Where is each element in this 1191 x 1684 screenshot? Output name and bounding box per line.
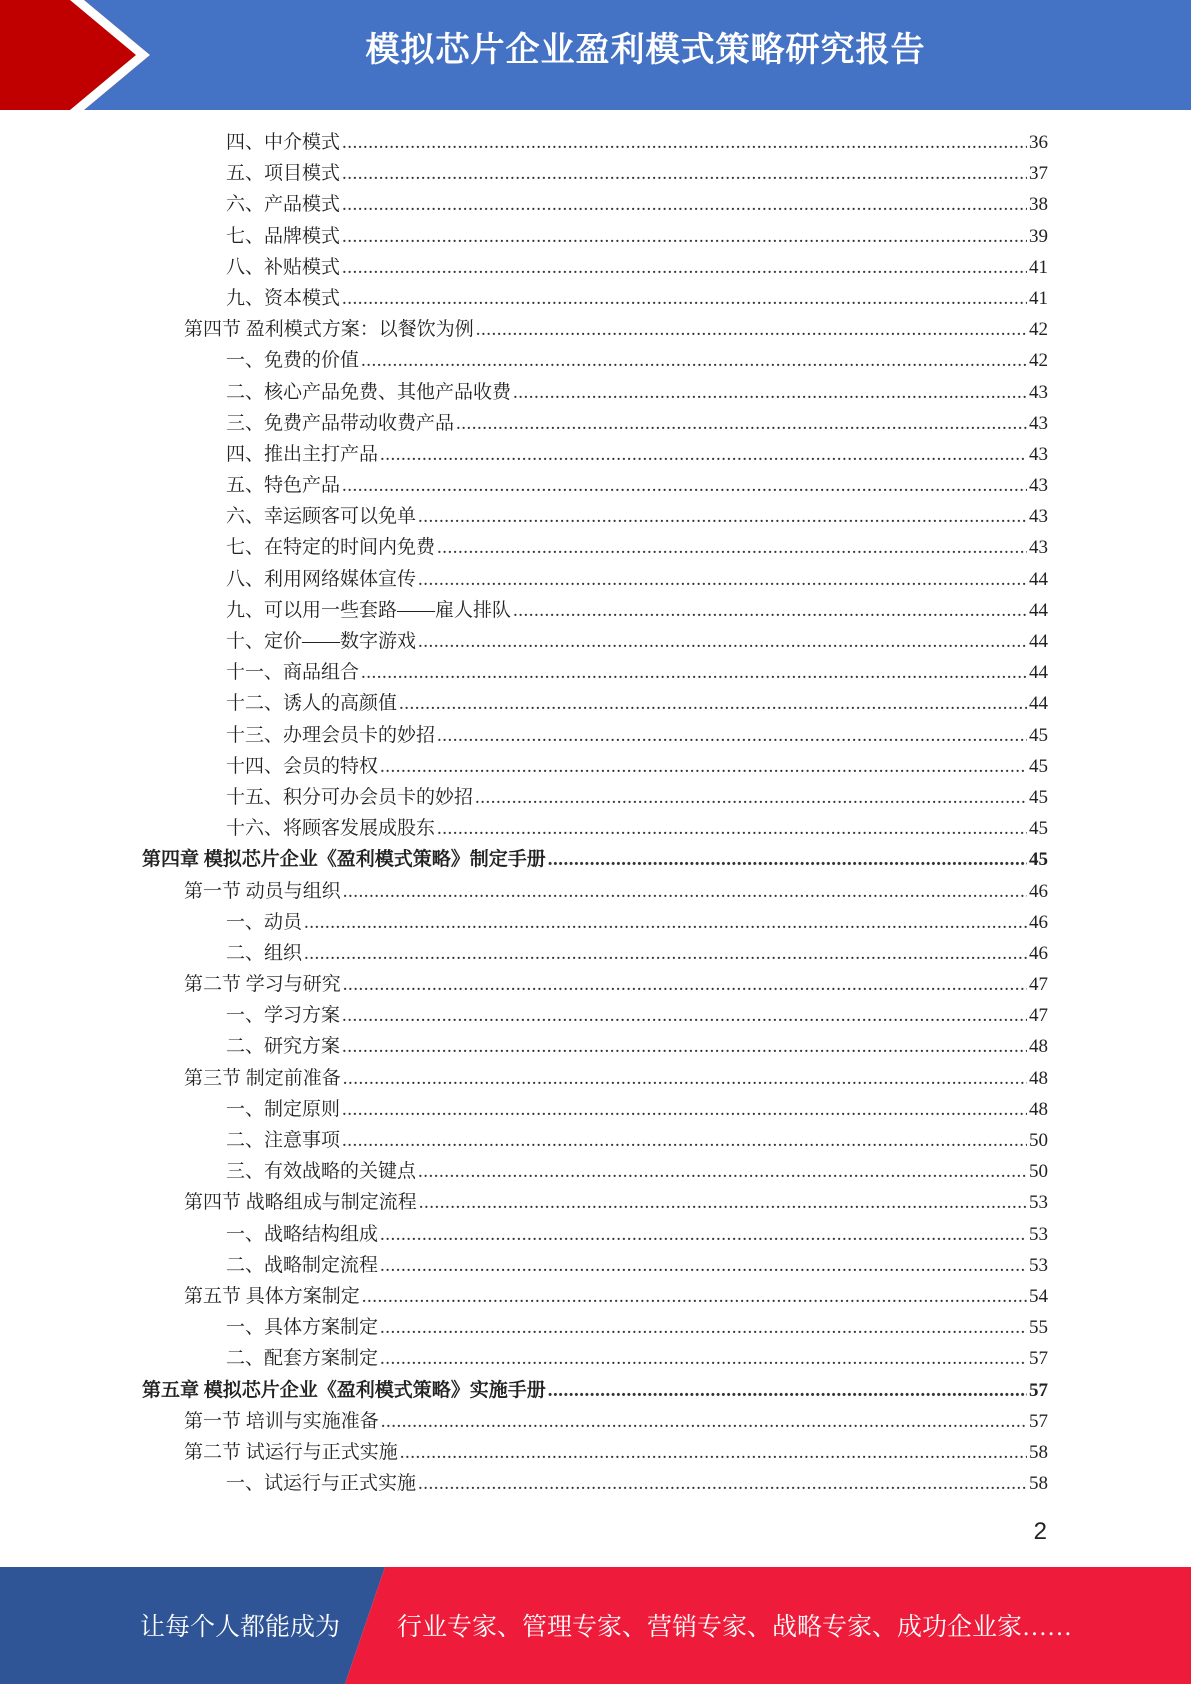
toc-item-entry[interactable] — [0, 782, 1048, 813]
toc-section-entry[interactable] — [0, 1063, 1048, 1094]
toc-entry-title: 十五、积分可办会员卡的妙招 — [226, 786, 474, 808]
page-footer — [0, 1567, 1191, 1684]
toc-item-entry[interactable] — [0, 1312, 1048, 1343]
toc-dot-leader — [418, 1156, 1027, 1187]
toc-item-entry[interactable] — [0, 189, 1048, 220]
toc-item-entry[interactable] — [0, 657, 1048, 688]
toc-dot-leader — [343, 876, 1027, 907]
toc-dot-leader — [380, 1312, 1027, 1343]
toc-page-number: 43 — [1029, 475, 1048, 497]
toc-dot-leader — [342, 283, 1027, 314]
toc-dot-leader — [400, 1437, 1027, 1468]
toc-dot-leader — [380, 751, 1027, 782]
toc-item-entry[interactable] — [0, 1094, 1048, 1125]
table-of-contents — [0, 127, 1191, 1499]
toc-page-number: 41 — [1029, 256, 1048, 278]
toc-page-number: 45 — [1029, 849, 1048, 871]
toc-section-entry[interactable] — [0, 1281, 1048, 1312]
toc-dot-leader — [548, 844, 1027, 875]
toc-page-number: 44 — [1029, 662, 1048, 684]
toc-page-number: 57 — [1029, 1379, 1048, 1401]
toc-dot-leader — [342, 1094, 1027, 1125]
toc-item-entry[interactable] — [0, 1219, 1048, 1250]
toc-chapter-entry[interactable] — [0, 1375, 1048, 1406]
toc-dot-leader — [418, 501, 1027, 532]
toc-entry-title: 十一、商品组合 — [226, 662, 360, 684]
toc-dot-leader — [342, 1125, 1027, 1156]
toc-entry-title: 十、定价——数字游戏 — [226, 631, 417, 652]
toc-item-entry[interactable] — [0, 532, 1048, 563]
toc-page-number: 57 — [1029, 1348, 1048, 1370]
toc-section-entry[interactable] — [0, 1406, 1048, 1437]
toc-entry-title: 九、可以用一些套路——雇人排队 — [226, 599, 512, 621]
toc-item-entry[interactable] — [0, 470, 1048, 501]
toc-page-number: 43 — [1029, 443, 1048, 465]
toc-dot-leader — [437, 813, 1027, 844]
toc-entry-title: 一、免费的价值 — [226, 350, 360, 372]
page-header — [0, 0, 1191, 110]
toc-page-number: 53 — [1029, 1192, 1048, 1214]
toc-item-entry[interactable] — [0, 283, 1048, 314]
toc-entry-title: 二、配套方案制定 — [226, 1348, 379, 1370]
toc-entry-title: 四、推出主打产品 — [226, 443, 379, 465]
toc-dot-leader — [548, 1375, 1027, 1406]
toc-item-entry[interactable] — [0, 345, 1048, 376]
toc-entry-title: 七、品牌模式 — [226, 225, 341, 247]
footer-slogan-left: 让每个人都能成为 — [140, 1614, 341, 1641]
toc-dot-leader — [456, 408, 1027, 439]
toc-entry-title: 五、项目模式 — [226, 163, 341, 185]
toc-dot-leader — [342, 127, 1027, 158]
toc-page-number: 37 — [1029, 163, 1048, 185]
toc-entry-title: 一、学习方案 — [226, 1005, 341, 1027]
toc-dot-leader — [342, 158, 1027, 189]
toc-dot-leader — [418, 1468, 1027, 1499]
toc-item-entry[interactable] — [0, 1000, 1048, 1031]
toc-page-number: 38 — [1029, 194, 1048, 216]
toc-entry-title: 二、战略制定流程 — [226, 1254, 379, 1276]
toc-item-entry[interactable] — [0, 408, 1048, 439]
toc-item-entry[interactable] — [0, 127, 1048, 158]
toc-page-number: 50 — [1029, 1130, 1048, 1151]
toc-page-number: 58 — [1029, 1473, 1048, 1495]
toc-dot-leader — [399, 688, 1027, 719]
toc-dot-leader — [475, 782, 1027, 813]
toc-dot-leader — [304, 938, 1027, 969]
toc-dot-leader — [342, 221, 1027, 252]
toc-page-number: 46 — [1029, 911, 1048, 933]
toc-item-entry[interactable] — [0, 751, 1048, 782]
toc-page-number: 44 — [1029, 599, 1048, 621]
toc-item-entry[interactable] — [0, 377, 1048, 408]
toc-entry-title: 一、试运行与正式实施 — [226, 1473, 417, 1495]
toc-entry-title: 二、研究方案 — [226, 1036, 341, 1058]
toc-entry-title: 第四节 盈利模式方案：以餐饮为例 — [184, 319, 474, 341]
toc-entry-title: 第四章 模拟芯片企业《盈利模式策略》制定手册 — [142, 849, 546, 871]
toc-dot-leader — [419, 1187, 1027, 1218]
toc-item-entry[interactable] — [0, 1468, 1048, 1499]
toc-dot-leader — [343, 1063, 1027, 1094]
toc-page-number: 44 — [1029, 631, 1048, 652]
toc-page-number: 39 — [1029, 225, 1048, 247]
toc-entry-title: 第二节 学习与研究 — [184, 974, 341, 996]
toc-entry-title: 第四节 战略组成与制定流程 — [184, 1192, 417, 1214]
toc-item-entry[interactable] — [0, 1250, 1048, 1281]
toc-entry-title: 第五节 具体方案制定 — [184, 1285, 360, 1307]
toc-entry-title: 一、动员 — [226, 911, 303, 933]
toc-item-entry[interactable] — [0, 501, 1048, 532]
toc-page-number: 47 — [1029, 974, 1048, 996]
toc-dot-leader — [343, 969, 1027, 1000]
toc-page-number: 48 — [1029, 1098, 1048, 1120]
document-title: 模拟芯片企业盈利模式策略研究报告 — [365, 30, 926, 70]
toc-section-entry[interactable] — [0, 969, 1048, 1000]
toc-item-entry[interactable] — [0, 1125, 1048, 1156]
toc-dot-leader — [342, 1000, 1027, 1031]
toc-page-number: 43 — [1029, 537, 1048, 559]
toc-dot-leader — [380, 1250, 1027, 1281]
toc-dot-leader — [342, 189, 1027, 220]
toc-dot-leader — [437, 532, 1027, 563]
toc-dot-leader — [513, 377, 1027, 408]
toc-dot-leader — [380, 1219, 1027, 1250]
toc-item-entry[interactable] — [0, 158, 1048, 189]
toc-page-number: 53 — [1029, 1254, 1048, 1276]
toc-item-entry[interactable] — [0, 1156, 1048, 1187]
toc-entry-title: 六、幸运顾客可以免单 — [226, 506, 417, 528]
toc-section-entry[interactable] — [0, 876, 1048, 907]
toc-page-number: 41 — [1029, 287, 1048, 309]
toc-item-entry[interactable] — [0, 221, 1048, 252]
toc-entry-title: 二、核心产品免费、其他产品收费 — [226, 381, 512, 403]
toc-entry-title: 第一节 培训与实施准备 — [184, 1410, 379, 1432]
toc-dot-leader — [513, 595, 1027, 626]
toc-page-number: 42 — [1029, 319, 1048, 341]
toc-entry-title: 八、利用网络媒体宣传 — [226, 568, 417, 590]
toc-dot-leader — [304, 907, 1027, 938]
toc-item-entry[interactable] — [0, 813, 1048, 844]
toc-dot-leader — [437, 720, 1027, 751]
toc-item-entry[interactable] — [0, 938, 1048, 969]
toc-section-entry[interactable] — [0, 1187, 1048, 1218]
toc-entry-title: 七、在特定的时间内免费 — [226, 537, 436, 559]
toc-entry-title: 十六、将顾客发展成股东 — [226, 818, 436, 840]
toc-page-number: 45 — [1029, 724, 1048, 746]
toc-page-number: 54 — [1029, 1285, 1048, 1307]
toc-page-number: 44 — [1029, 568, 1048, 590]
toc-entry-title: 十三、办理会员卡的妙招 — [226, 724, 436, 746]
toc-page-number: 46 — [1029, 880, 1048, 902]
toc-page-number: 58 — [1029, 1441, 1048, 1463]
toc-section-entry[interactable] — [0, 1437, 1048, 1468]
toc-dot-leader — [381, 1406, 1027, 1437]
toc-entry-title: 第三节 制定前准备 — [184, 1067, 341, 1089]
toc-entry-title: 四、中介模式 — [226, 132, 341, 153]
toc-page-number: 47 — [1029, 1005, 1048, 1027]
toc-entry-title: 二、组织 — [226, 942, 303, 964]
toc-dot-leader — [418, 626, 1027, 657]
toc-item-entry[interactable] — [0, 1031, 1048, 1062]
toc-item-entry[interactable] — [0, 907, 1048, 938]
toc-dot-leader — [361, 657, 1027, 688]
toc-page-number: 43 — [1029, 412, 1048, 434]
toc-item-entry[interactable] — [0, 564, 1048, 595]
toc-dot-leader — [380, 1343, 1027, 1374]
toc-page-number: 36 — [1029, 132, 1048, 153]
page-number: 2 — [1033, 1518, 1047, 1545]
toc-page-number: 48 — [1029, 1067, 1048, 1089]
toc-page-number: 42 — [1029, 350, 1048, 372]
toc-page-number: 46 — [1029, 942, 1048, 964]
toc-dot-leader — [380, 439, 1027, 470]
toc-entry-title: 六、产品模式 — [226, 194, 341, 216]
toc-item-entry[interactable] — [0, 720, 1048, 751]
toc-page-number: 45 — [1029, 786, 1048, 808]
toc-item-entry[interactable] — [0, 626, 1048, 657]
toc-section-entry[interactable] — [0, 314, 1048, 345]
toc-entry-title: 第五章 模拟芯片企业《盈利模式策略》实施手册 — [142, 1379, 546, 1401]
toc-chapter-entry[interactable] — [0, 844, 1048, 875]
toc-dot-leader — [342, 470, 1027, 501]
toc-dot-leader — [342, 252, 1027, 283]
header-arrow-decoration — [0, 0, 160, 110]
toc-page-number: 57 — [1029, 1410, 1048, 1432]
toc-entry-title: 二、注意事项 — [226, 1130, 341, 1151]
toc-dot-leader — [361, 345, 1027, 376]
toc-page-number: 50 — [1029, 1161, 1048, 1183]
toc-page-number: 53 — [1029, 1223, 1048, 1245]
toc-entry-title: 十二、诱人的高颜值 — [226, 693, 398, 715]
toc-entry-title: 三、免费产品带动收费产品 — [226, 412, 455, 434]
toc-entry-title: 十四、会员的特权 — [226, 755, 379, 777]
toc-item-entry[interactable] — [0, 688, 1048, 719]
footer-slogan-right: 行业专家、管理专家、营销专家、战略专家、成功企业家…… — [397, 1614, 1073, 1641]
toc-entry-title: 三、有效战略的关键点 — [226, 1161, 417, 1183]
toc-page-number: 43 — [1029, 381, 1048, 403]
toc-dot-leader — [476, 314, 1027, 345]
toc-page-number: 48 — [1029, 1036, 1048, 1058]
toc-page-number: 45 — [1029, 755, 1048, 777]
toc-page-number: 45 — [1029, 818, 1048, 840]
toc-entry-title: 第二节 试运行与正式实施 — [184, 1441, 398, 1463]
toc-dot-leader — [362, 1281, 1027, 1312]
toc-entry-title: 一、制定原则 — [226, 1098, 341, 1120]
toc-item-entry[interactable] — [0, 439, 1048, 470]
toc-entry-title: 一、战略结构组成 — [226, 1223, 379, 1245]
toc-item-entry[interactable] — [0, 252, 1048, 283]
toc-item-entry[interactable] — [0, 1343, 1048, 1374]
toc-entry-title: 九、资本模式 — [226, 287, 341, 309]
toc-dot-leader — [342, 1031, 1027, 1062]
toc-entry-title: 五、特色产品 — [226, 475, 341, 497]
toc-entry-title: 第一节 动员与组织 — [184, 880, 341, 902]
toc-page-number: 55 — [1029, 1317, 1048, 1339]
toc-dot-leader — [418, 564, 1027, 595]
toc-entry-title: 八、补贴模式 — [226, 256, 341, 278]
toc-item-entry[interactable] — [0, 595, 1048, 626]
toc-entry-title: 一、具体方案制定 — [226, 1317, 379, 1339]
toc-page-number: 44 — [1029, 693, 1048, 715]
toc-page-number: 43 — [1029, 506, 1048, 528]
